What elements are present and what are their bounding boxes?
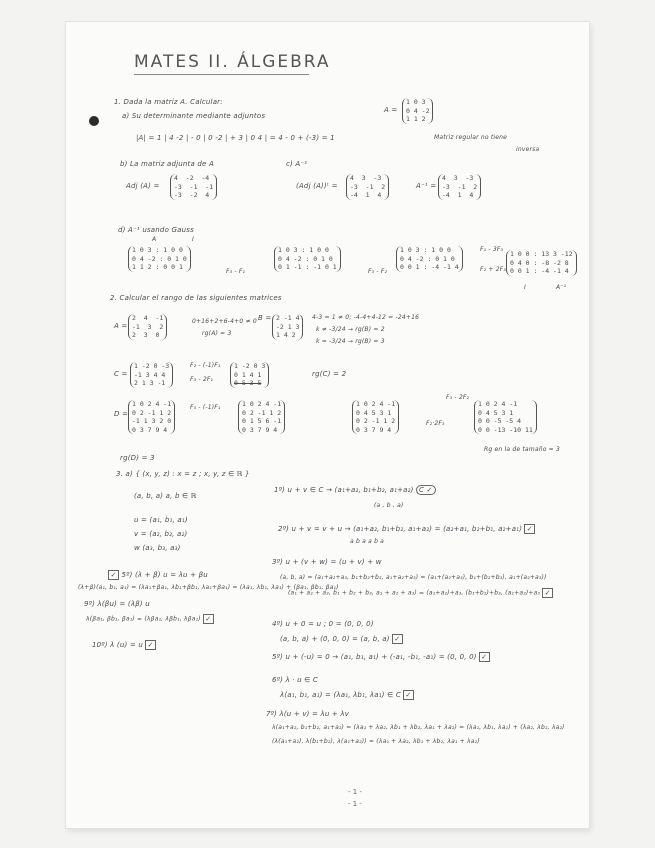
property-9: 9º) λ(βu) = (λβ) u <box>84 600 150 608</box>
adjoint-transpose-label: (Adj (A))ᵗ = <box>296 182 338 190</box>
matrix-b-calc-2: k ≠ -3/24 → rg(B) = 2 <box>316 326 385 333</box>
check-icon: ✓ <box>145 640 156 650</box>
determinant-note: Matriz regular no tiene <box>434 134 508 141</box>
check-icon: ✓ <box>524 524 535 534</box>
adjoint-transpose-matrix: 4 3 -3 -3 -1 2 -4 1 4 <box>346 174 389 200</box>
matrix-a-label: A = <box>384 106 398 114</box>
check-icon: ✓ <box>542 588 553 598</box>
q1-part-b: b) La matriz adjunta de A <box>120 160 214 168</box>
property-1-sub: (a , b , a) <box>374 502 404 509</box>
property-3: 3º) u + (v + w) = (u + v) + w <box>272 558 382 566</box>
matrix-d-rank: rg(D) = 3 <box>120 454 155 462</box>
matrix-d-op-3: F₃ - 2F₂ <box>446 394 470 401</box>
check-icon: ✓ <box>203 614 214 624</box>
matrix-d: 1 0 2 4 -1 0 2 -1 1 2 -1 1 3 2 0 0 3 7 9 4 <box>128 400 175 434</box>
property-8: ✓ 5º) (λ + β) u = λu + βu <box>106 570 208 580</box>
property-6: 6º) λ · u ∈ C <box>272 676 318 684</box>
property-7-line-1: λ(a₁+a₂, b₁+b₂, a₁+a₂) = (λa₁ + λa₂, λb₁ + λb₂, λa₁ + λa₂) = (λa₁, λb₁, λa₁) + (λa₂, λb₂, λa₂) <box>272 724 565 731</box>
check-icon: ✓ <box>108 570 119 580</box>
matrix-b-calc-3: k = -3/24 → rg(B) = 3 <box>316 338 385 345</box>
gauss-matrix-4: 1 0 0 : 13 3 -12 0 4 0 : -8 -2 8 0 0 1 : -4 -1 4 <box>506 250 577 276</box>
matrix-d-op-2: F₂·2F₃ <box>426 420 445 427</box>
matrix-c-op-2: F₃ - 2F₁ <box>190 376 214 383</box>
property-1: 1º) u + v ∈ C → (a₁+a₂, b₁+b₂, a₁+a₂) C ✓ <box>274 486 436 494</box>
q3-statement: 3. a) { (x, y, z) : x = z ; x, y, z ∈ ℝ } <box>116 470 250 478</box>
matrix-a2-label: A = <box>114 322 128 330</box>
gauss-op-1: F₃ - F₁ <box>226 268 246 275</box>
property-2: 2º) u + v = v + u → (a₁+a₂, b₁+b₂, a₁+a₂) = (a₂+a₁, b₂+b₁, a₂+a₁) ✓ <box>278 524 535 534</box>
determinant-note-2: inversa <box>516 146 540 153</box>
gauss-matrix-1: 1 0 3 : 1 0 0 0 4 -2 : 0 1 0 1 1 2 : 0 0 1 <box>128 246 191 272</box>
matrix-b: 2 -1 4 -2 1 3 1 4 2 <box>272 314 303 340</box>
gauss-label-i: I <box>524 284 526 291</box>
check-icon: ✓ <box>403 690 414 700</box>
q2-statement: 2. Calcular el rango de las siguientes matrices <box>110 294 282 302</box>
q1-part-a: a) Su determinante mediante adjuntos <box>122 112 266 120</box>
matrix-c: 1 -2 0 -3 -1 3 4 4 2 1 3 -1 <box>130 362 173 388</box>
check-icon: ✓ <box>479 652 490 662</box>
matrix-c-result: 1 -2 0 3 0 1 4 1 0 5 3 5 <box>230 362 269 388</box>
matrix-c-op-1: F₂ - (-1)F₁ <box>190 362 221 369</box>
matrix-c-label: C = <box>114 370 128 378</box>
gauss-op-3b: F₂ + 2F₃ <box>480 266 506 273</box>
title-underline <box>134 74 309 75</box>
gauss-op-3a: F₁ - 3F₃ <box>480 246 504 253</box>
property-1-result: C ✓ <box>416 485 436 495</box>
matrix-a2-rank: rg(A) = 3 <box>202 330 232 337</box>
page-number: - 1 - <box>348 788 362 796</box>
gauss-col-i: I <box>192 236 194 243</box>
q3-element: (a, b, a) a, b ∈ ℝ <box>134 492 197 500</box>
gauss-matrix-3: 1 0 3 : 1 0 0 0 4 -2 : 0 1 0 0 0 1 : -4 -1 4 <box>396 246 463 272</box>
property-9-line: λ(βa₁, βb₁, βa₁) = (λβa₁, λβb₁, λβa₁) ✓ <box>86 614 214 624</box>
notebook-page <box>66 22 589 828</box>
binder-hole <box>89 116 99 126</box>
matrix-a: 1 0 3 0 4 -2 1 1 2 <box>402 98 433 124</box>
gauss-col-a: A <box>152 236 157 243</box>
property-2-sub: a b a a b a <box>350 538 385 545</box>
matrix-d-step-2: 1 0 2 4 -1 0 2 -1 1 2 0 1 5 6 -1 0 3 7 9 4 <box>238 400 285 434</box>
matrix-c-rank: rg(C) = 2 <box>312 370 347 378</box>
matrix-b-label: B = <box>258 314 272 322</box>
property-7: 7º) λ(u + v) = λu + λv <box>266 710 350 718</box>
matrix-d-step-4: 1 0 2 4 -1 0 4 5 3 1 0 0 -5 -5 4 0 0 -13 -10 11 <box>474 400 537 434</box>
property-5: 5º) u + (-u) = 0 → (a₁, b₁, a₁) + (-a₁, -b₁, -a₁) = (0, 0, 0) ✓ <box>272 652 490 662</box>
q1-part-c: c) A⁻¹ <box>286 160 308 168</box>
property-3-line-2: (a₁ + a₂ + a₃, b₁ + b₂ + b₃, a₁ + a₂ + a₃) = (a₁+a₂)+a₃, (b₁+b₂)+b₃, (a₁+a₂)+a₃ ✓ <box>288 588 553 598</box>
inverse-label: A⁻¹ = <box>416 182 437 190</box>
vector-u: u = (a₁, b₁, a₁) <box>134 516 188 524</box>
page-number-2: - 1 - <box>348 800 362 808</box>
check-icon: ✓ <box>392 634 403 644</box>
property-4-line: (a, b, a) + (0, 0, 0) = (a, b, a) ✓ <box>280 634 403 644</box>
inverse-matrix: 4 3 -3 -3 -1 2 -4 1 4 <box>438 174 481 200</box>
q1-part-d: d) A⁻¹ usando Gauss <box>118 226 194 234</box>
page-title: MATES II. ÁLGEBRA <box>134 52 331 72</box>
property-10: 10º) λ (u) = u ✓ <box>92 640 156 650</box>
vector-w: w (a₃, b₃, a₃) <box>134 544 181 552</box>
property-8-line: (λ+β)(a₁, b₁, a₁) = (λa₁+βa₁, λb₁+βb₁, λa₁+βa₁) = (λa₁, λb₁, λa₁) + (βa₁, βb₁, βa₁) <box>78 584 339 591</box>
matrix-a2: 2 4 -1 -1 3 2 2 3 0 <box>128 314 167 340</box>
property-3-line-1: (a, b, a) = (a₁+a₂+a₃, b₁+b₂+b₃, a₁+a₂+a₃) = (a₁+(a₂+a₃), b₁+(b₂+b₃), a₁+(a₂+a₃)) <box>280 574 547 581</box>
matrix-d-note: Rg en la de tamaño = 3 <box>484 446 561 453</box>
determinant-expansion: |A| = 1 | 4 -2 | - 0 | 0 -2 | + 3 | 0 4 | = 4 - 0 + (-3) = 1 <box>136 134 335 142</box>
property-6-line: λ(a₁, b₁, a₁) = (λa₁, λb₁, λa₁) ∈ C ✓ <box>280 690 414 700</box>
matrix-a2-calc: 0+16+2+6-4+0 ≠ 0 <box>192 318 257 325</box>
property-7-line-2: (λ(a₁+a₂), λ(b₁+b₂), λ(a₁+a₂)) = (λa₁ + λa₂, λb₁ + λb₂, λa₁ + λa₂) <box>272 738 480 745</box>
matrix-d-step-3: 1 0 2 4 -1 0 4 5 3 1 0 2 -1 1 2 0 3 7 9 4 <box>352 400 399 434</box>
q1-statement: 1. Dada la matriz A. Calcular: <box>114 98 223 106</box>
matrix-d-label: D = <box>114 410 129 418</box>
adjoint-label: Adj (A) = <box>126 182 160 190</box>
adjoint-matrix: 4 -2 -4 -3 -1 -1 -3 -2 4 <box>170 174 217 200</box>
matrix-d-op-1: F₃ - (-1)F₁ <box>190 404 221 411</box>
gauss-op-2: F₃ - F₂ <box>368 268 388 275</box>
vector-v: v = (a₂, b₂, a₂) <box>134 530 188 538</box>
gauss-matrix-2: 1 0 3 : 1 0 0 0 4 -2 : 0 1 0 0 1 -1 : -1 0 1 <box>274 246 341 272</box>
property-4: 4º) u + 0 = u ; 0 = (0, 0, 0) <box>272 620 374 628</box>
gauss-label-inverse: A⁻¹ <box>556 284 567 291</box>
matrix-b-calc-1: 4-3 = 1 ≠ 0; -4-4+4-12 = -24+16 <box>312 314 420 321</box>
